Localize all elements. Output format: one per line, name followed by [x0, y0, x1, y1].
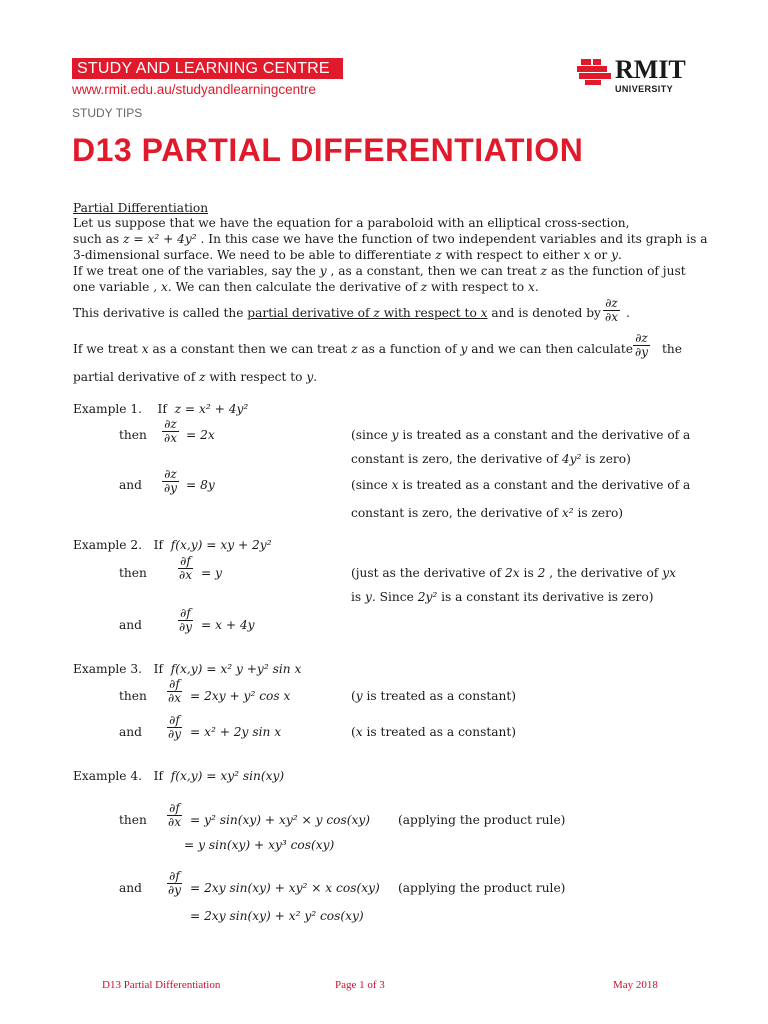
ex2-derivative-y-result: = x + 4y: [201, 618, 255, 632]
rmit-logo: [577, 57, 697, 99]
example-2-and: and: [119, 618, 142, 632]
ex2-comment-2: is y. Since 2y² is a constant its derivative is zero): [351, 590, 654, 604]
example-3-and: and: [119, 725, 142, 739]
ex1-comment-2a: (since x is treated as a constant and the derivative of a: [351, 478, 691, 492]
partial-z-y-fraction: $\frac{\partial z}{\partial y}$: [635, 331, 648, 359]
study-tips-label: STUDY TIPS: [72, 106, 143, 120]
example-4-header: Example 4. If f(x,y) = xy² sin(xy): [73, 769, 285, 783]
footer-page-number: Page 1 of 3: [335, 979, 385, 991]
centre-banner: STUDY AND LEARNING CENTRE: [72, 58, 343, 79]
ex3-derivative-y-fraction: $\frac{\partial f}{\partial y}$: [168, 713, 181, 741]
example-1-and: and: [119, 478, 142, 492]
ex4-derivative-y-fraction: $\frac{\partial f}{\partial y}$: [168, 869, 181, 897]
partial-z-x-fraction: $\frac{\partial z}{\partial x}$: [605, 296, 618, 324]
ex2-derivative-x-result: = y: [201, 566, 222, 580]
example-4-then: then: [119, 813, 147, 827]
intro-line-8: partial derivative of z with respect to y.: [73, 370, 318, 384]
ex1-comment-1a: (since y is treated as a constant and the derivative of a: [351, 428, 691, 442]
example-1-then: then: [119, 428, 147, 442]
ex3-comment-1: (y is treated as a constant): [351, 689, 517, 703]
ex4-derivative-x-result: = y² sin(xy) + xy² × y cos(xy): [190, 813, 371, 827]
intro-line-6-end: .: [626, 306, 630, 320]
rmit-pixel-icon: [577, 59, 611, 85]
ex4-derivative-x-fraction: $\frac{\partial f}{\partial x}$: [168, 801, 181, 829]
ex4-derivative-y-result: = 2xy sin(xy) + xy² × x cos(xy): [190, 881, 380, 895]
footer-document-name: D13 Partial Differentiation: [102, 979, 221, 991]
intro-line-7-end: the: [662, 342, 682, 356]
ex3-comment-2: (x is treated as a constant): [351, 725, 516, 739]
intro-line-4: If we treat one of the variables, say the y , as a constant, then we can treat z as the function of just: [73, 264, 686, 278]
ex1-derivative-x-fraction: $\frac{\partial z}{\partial x}$: [164, 417, 177, 445]
ex2-comment-1: (just as the derivative of 2x is 2 , the derivative of yx: [351, 566, 676, 580]
logo-wordmark: RMIT: [615, 55, 686, 84]
intro-line-1: Let us suppose that we have the equation for a paraboloid with an elliptical cross-section,: [73, 216, 630, 230]
logo-subtitle: UNIVERSITY: [615, 84, 674, 94]
ex4-comment-2: (applying the product rule): [398, 881, 566, 895]
example-4-and: and: [119, 881, 142, 895]
ex1-derivative-y-result: = 8y: [186, 478, 215, 492]
ex4-comment-1: (applying the product rule): [398, 813, 566, 827]
section-heading: Partial Differentiation: [73, 201, 209, 215]
intro-line-3: 3-dimensional surface. We need to be able to differentiate z with respect to either x or y.: [73, 248, 622, 262]
ex1-comment-2b: constant is zero, the derivative of x² is zero): [351, 506, 624, 520]
intro-line-7: If we treat x as a constant then we can treat z as a function of y and we can then calculate: [73, 342, 633, 356]
example-3-then: then: [119, 689, 147, 703]
ex3-derivative-y-result: = x² + 2y sin x: [190, 725, 282, 739]
footer-date: May 2018: [613, 979, 658, 991]
example-1-header: Example 1. If z = x² + 4y²: [73, 402, 249, 416]
ex2-derivative-x-fraction: $\frac{\partial f}{\partial x}$: [179, 554, 192, 582]
ex4-derivative-x-simplified: = y sin(xy) + xy³ cos(xy): [184, 838, 335, 852]
ex3-derivative-x-fraction: $\frac{\partial f}{\partial x}$: [168, 677, 181, 705]
intro-line-6: This derivative is called the partial derivative of z with respect to x and is denoted by: [73, 306, 601, 320]
example-2-then: then: [119, 566, 147, 580]
intro-line-5: one variable , x. We can then calculate the derivative of z with respect to x.: [73, 280, 539, 294]
ex3-derivative-x-result: = 2xy + y² cos x: [190, 689, 291, 703]
ex2-derivative-y-fraction: $\frac{\partial f}{\partial y}$: [179, 606, 192, 634]
ex1-derivative-x-result: = 2x: [186, 428, 215, 442]
ex4-derivative-y-simplified: = 2xy sin(xy) + x² y² cos(xy): [190, 909, 364, 923]
ex1-derivative-y-fraction: $\frac{\partial z}{\partial y}$: [164, 467, 177, 495]
example-2-header: Example 2. If f(x,y) = xy + 2y²: [73, 538, 272, 552]
centre-url[interactable]: www.rmit.edu.au/studyandlearningcentre: [72, 82, 316, 97]
example-3-header: Example 3. If f(x,y) = x² y +y² sin x: [73, 662, 302, 676]
intro-line-2: such as z = x² + 4y² . In this case we have the function of two independent variables and its graph is a: [73, 232, 708, 246]
page-title: D13 PARTIAL DIFFERENTIATION: [72, 132, 584, 168]
ex1-comment-1b: constant is zero, the derivative of 4y² is zero): [351, 452, 631, 466]
